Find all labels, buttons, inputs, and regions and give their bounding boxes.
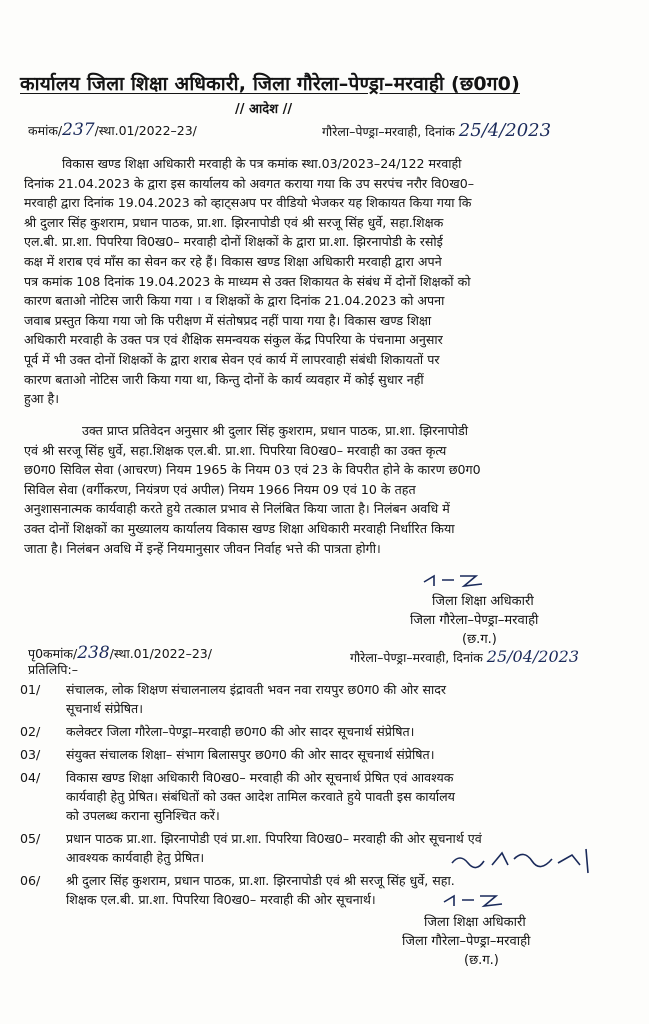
copy-order-number-line [28, 643, 212, 663]
copy-item [20, 680, 620, 718]
paragraph-line: जवाब प्रस्तुत किया गया जो कि परीक्षण में संतोषप्रद नहीं पाया गया है। विकास खण्ड शिक्षा [24, 312, 432, 328]
order-date-handwritten: 25/4/2023 [458, 120, 552, 141]
signature-block-2 [402, 913, 531, 970]
order-label: // आदेश // [235, 102, 293, 117]
paragraph-line: श्री दुलार सिंह कुशराम, प्रधान पाठक, प्रा.शा. झिरनापोडी एवं श्री सरजू सिंह धुर्वे, सहा.शिक्षक [24, 214, 444, 230]
copy-item-line: कार्यवाही हेतु प्रेषित। संबंधितों को उक्त आदेश तामिल करवाते हुये पावती इस कार्यालय [66, 789, 455, 804]
copy-label: प्रतिलिपि:– [28, 662, 78, 677]
signatory-title: जिला शिक्षा अधिकारी [432, 594, 534, 609]
signatory-office-2: जिला गौरेला–पेण्ड्रा–मरवाही [402, 934, 531, 949]
copy-item-line: संचालक, लोक शिक्षण संचालनालय इंद्रावती भवन नवा रायपुर छ0ग0 की ओर सादर [66, 682, 447, 697]
signatory-state: (छ.ग.) [462, 632, 497, 647]
copy-item-line: शिक्षक एल.बी. प्रा.शा. पिपरिया वि0ख0– मरवाही की ओर सूचनार्थ। [66, 892, 376, 907]
paragraph-line: उक्त प्राप्त प्रतिवेदन अनुसार श्री दुलार सिंह कुशराम, प्रधान पाठक, प्रा.शा. झिरनापोडी [82, 423, 469, 438]
paragraph-line: अधिकारी मरवाही के उक्त पत्र एवं शैक्षिक समन्वयक संकुल केंद्र पिपरिया के पंचनामा अनुसार [24, 332, 443, 348]
copy-item-line: सूचनार्थ संप्रेषित। [66, 701, 143, 716]
paragraph-line: दिनांक 21.04.2023 के द्वारा इस कार्यालय को अवगत कराया गया कि उप सरपंच नरौर वि0ख0– [24, 175, 475, 191]
paragraph-line: कारण बताओ नोटिस जारी किया गया । व शिक्षकों के द्वारा दिनांक 21.04.2023 को अपना [24, 293, 445, 309]
copy-item-number: 01/ [20, 682, 41, 697]
signatory-state-2: (छ.ग.) [464, 953, 499, 968]
paragraph-line: उक्त दोनों शिक्षकों का मुख्यालय कार्यालय विकास खण्ड शिक्षा अधिकारी मरवाही निर्धारित किया [24, 520, 455, 536]
body-paragraph-1 [24, 154, 620, 409]
copy-code: /स्था.01/2022–23/ [109, 646, 212, 661]
copy-prefix: पृ0कमांक/ [28, 646, 78, 661]
paragraph-line: जाता है। निलंबन अवधि में इन्हें नियमानुसार जीवन निर्वाह भत्ते की पात्रता होगी। [24, 540, 381, 556]
body-paragraph-2 [24, 421, 620, 558]
office-header: कार्यालय जिला शिक्षा अधिकारी, जिला गौरेला–पेण्ड्रा–मरवाही (छ0ग0) [20, 73, 520, 95]
copy-item-line: आवश्यक कार्यवाही हेतु प्रेषित। [66, 850, 205, 865]
order-prefix: कमांक/ [28, 123, 63, 138]
copy-item-number: 04/ [20, 770, 41, 785]
copy-item [20, 722, 620, 741]
paragraph-line: अनुशासनात्मक कार्यवाही करते हुये तत्काल प्रभाव से निलंबित किया जाता है। निलंबन अवधि में [24, 501, 450, 517]
signature-scribble-1 [420, 570, 490, 592]
handwritten-receipt-scribble [448, 845, 598, 875]
copy-item [20, 871, 620, 909]
paragraph-line: छ0ग0 सिविल सेवा (आचरण) नियम 1965 के नियम 03 एवं 23 के विपरीत होने के कारण छ0ग0 [24, 462, 481, 478]
copy-item-number: 05/ [20, 831, 41, 846]
copy-item-text [66, 745, 620, 764]
copy-item [20, 745, 620, 764]
copy-date-handwritten: 25/04/2023 [486, 647, 580, 666]
copy-item-line: संयुक्त संचालक शिक्षा– संभाग बिलासपुर छ0ग0 की ओर सादर सूचनार्थ संप्रेषित। [66, 747, 435, 762]
copy-item-number: 03/ [20, 747, 41, 762]
copy-place-date-label: गौरेला–पेण्ड्रा–मरवाही, दिनांक [350, 650, 483, 665]
order-number-handwritten: 237 [62, 120, 95, 140]
copy-item-text [66, 680, 620, 718]
signatory-title-2: जिला शिक्षा अधिकारी [424, 915, 526, 930]
copy-number-handwritten: 238 [77, 643, 110, 663]
paragraph-line: पत्र कमांक 108 दिनांक 19.04.2023 के माध्यम से उक्त शिकायत के संबंध में दोनों शिक्षकों को [24, 273, 471, 289]
copy-item-line: को उपलब्ध कराना सुनिश्चित करें। [66, 808, 220, 823]
paragraph-line: मरवाही द्वारा दिनांक 19.04.2023 को व्हाट्सअप पर वीडियो भेजकर यह शिकायत किया गया कि [24, 195, 472, 211]
place-date-label: गौरेला–पेण्ड्रा–मरवाही, दिनांक [322, 124, 455, 139]
copy-item-number: 06/ [20, 873, 41, 888]
copy-item-line: कलेक्टर जिला गौरेला–पेण्ड्रा–मरवाही छ0ग0 की ओर सादर सूचनार्थ संप्रेषित। [66, 724, 415, 739]
paragraph-line: हुआ है। [24, 391, 60, 407]
paragraph-line: कारण बताओ नोटिस जारी किया गया था, किन्तु दोनों के कार्य व्यवहार में कोई सुधार नहीं [24, 371, 424, 387]
copy-item-line: प्रधान पाठक प्रा.शा. झिरनापोडी एवं प्रा.शा. पिपरिया वि0ख0– मरवाही की ओर सूचनार्थ एवं [66, 831, 482, 846]
signature-block-1 [410, 592, 539, 649]
signatory-office: जिला गौरेला–पेण्ड्रा–मरवाही [410, 613, 539, 628]
paragraph-line: एल.बी. प्रा.शा. पिपरिया वि0ख0– मरवाही दोनों शिक्षकों के द्वारा प्रा.शा. झिरनापोडी के रसोई [24, 234, 443, 250]
copy-item-line: विकास खण्ड शिक्षा अधिकारी वि0ख0– मरवाही की ओर सूचनार्थ प्रेषित एवं आवश्यक [66, 770, 454, 785]
signature-scribble-2 [440, 890, 510, 912]
copy-item-text [66, 722, 620, 741]
paragraph-line: एवं श्री सरजू सिंह धुर्वे, सहा.शिक्षक एल.बी. प्रा.शा. पिपरिया वि0ख0– मरवाही का उक्त कृत्य [24, 442, 447, 458]
copy-place-date [350, 647, 579, 666]
order-number-line [28, 120, 197, 140]
paragraph-line: विकास खण्ड शिक्षा अधिकारी मरवाही के पत्र कमांक स्था.03/2023–24/122 मरवाही [62, 156, 462, 171]
copy-item-line: श्री दुलार सिंह कुशराम, प्रधान पाठक, प्रा.शा. झिरनापोडी एवं श्री सरजू सिंह धुर्वे, सहा. [66, 873, 455, 888]
paragraph-line: सिविल सेवा (वर्गीकरण, नियंत्रण एवं अपील) नियम 1966 नियम 09 एवं 10 के तहत [24, 481, 416, 497]
copy-distribution-list [20, 680, 620, 913]
copy-item [20, 768, 620, 825]
paragraph-line: कक्ष में शराब एवं माँस का सेवन कर रहे हैं। विकास खण्ड शिक्षा अधिकारी मरवाही द्वारा अपने [24, 253, 442, 269]
order-place-date [322, 120, 551, 141]
copy-item-text [66, 871, 620, 909]
copy-item-text [66, 768, 620, 825]
paragraph-line: पूर्व में भी उक्त दोनों शिक्षकों के द्वारा शराब सेवन एवं कार्य में लापरवाही संबंधी शिकायतों पर [24, 351, 440, 367]
order-code: /स्था.01/2022–23/ [94, 123, 197, 138]
copy-item-number: 02/ [20, 724, 41, 739]
